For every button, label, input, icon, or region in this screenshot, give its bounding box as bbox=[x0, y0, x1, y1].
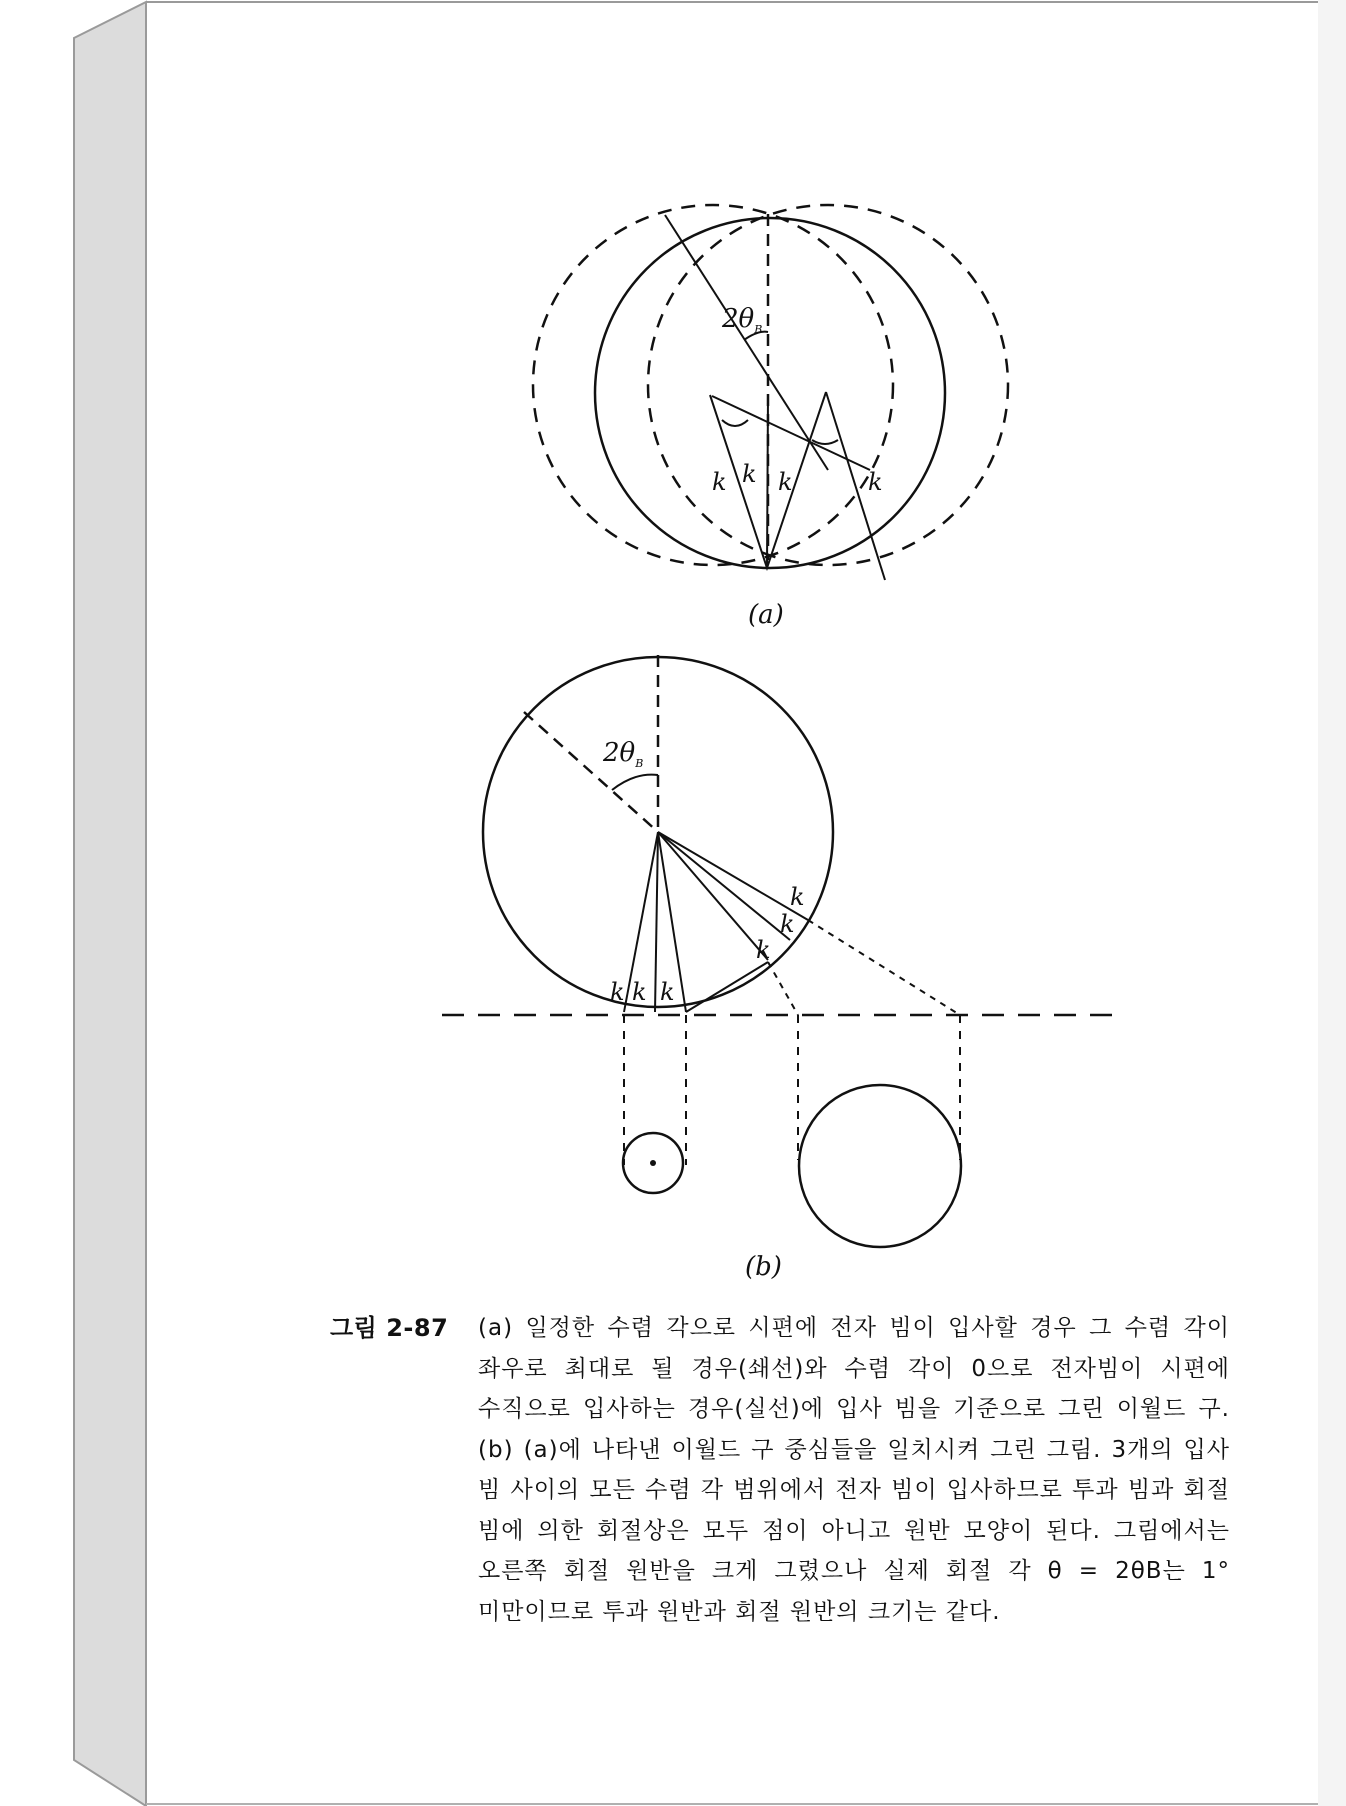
svg-text:k: k bbox=[660, 978, 675, 1006]
svg-text:2θB: $2\theta_B$ bbox=[603, 738, 644, 770]
diffracted-disc bbox=[799, 1085, 961, 1247]
caption-label: 그림 2-87 bbox=[330, 1314, 449, 1342]
svg-text:k: k bbox=[756, 936, 771, 964]
svg-text:k: k bbox=[868, 468, 883, 496]
ewald-sphere-dashed-right bbox=[648, 205, 1008, 565]
svg-text:k: k bbox=[742, 460, 757, 488]
figure-a bbox=[533, 205, 1008, 580]
ewald-sphere-dashed-left bbox=[533, 205, 893, 565]
svg-text:k: k bbox=[790, 883, 805, 911]
caption-text: (a) 일정한 수렴 각으로 시편에 전자 빔이 입사할 경우 그 수렴 각이 좌우로 최대로 될 경우(쇄선)와 수렴 각이 0으로 전자빔이 시편에 수직으로 입사하는 경우(실선)에 입사 빔을 기준으로 그린 이월드 구. (b) (a)에 나타낸 이월드 구 중심들을 일치시켜 그린 그림. 3개의 입사 빔 사이의 모든 수렴 각 범위에서 전자 빔이 입사하므로 투과 빔과 회절 빔에 의한 회절상은 모두 점이 아니고 원반 모양이 된다. 그림에서는 오른쪽 회절 원반을 크게 그렸으나 실제 회절 각 θ = 2θB는 1° 미만이므로 투과 원반과 회절 원반의 크기는 같다. bbox=[478, 1315, 1230, 1625]
svg-text:k: k bbox=[712, 468, 727, 496]
panel-a-label: (a) bbox=[748, 600, 784, 630]
book-spine bbox=[74, 2, 146, 1806]
svg-text:2θB: $2\theta_B$ bbox=[722, 304, 763, 336]
right-shadow bbox=[1318, 0, 1346, 1806]
svg-text:k: k bbox=[780, 910, 795, 938]
panel-b-label: (b) bbox=[745, 1252, 782, 1282]
svg-text:k: k bbox=[632, 978, 647, 1006]
figure-b bbox=[442, 655, 1115, 1247]
svg-text:k: k bbox=[610, 978, 625, 1006]
svg-text:k: k bbox=[778, 468, 793, 496]
